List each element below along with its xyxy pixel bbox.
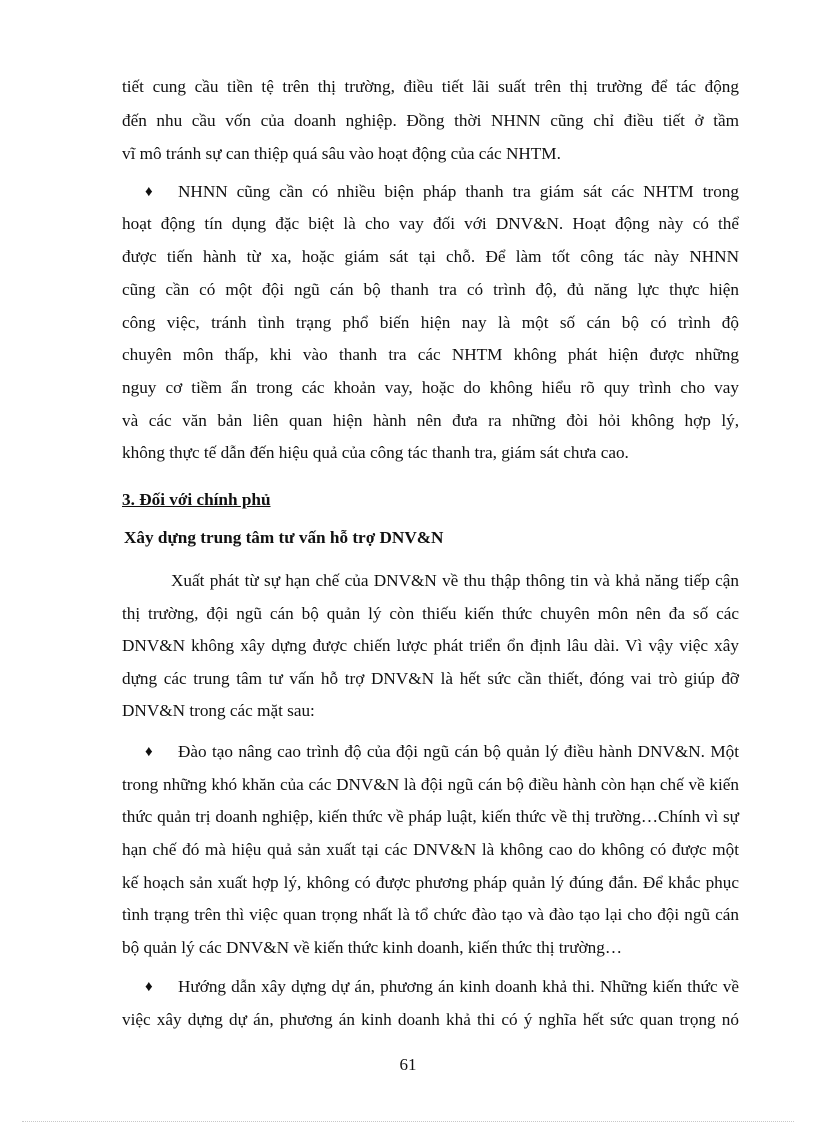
body-text-line: DNV&N trong các mặt sau: — [122, 701, 315, 720]
body-text-line: vĩ mô tránh sự can thiệp quá sâu vào hoạt động của các NHTM. — [122, 144, 561, 163]
diamond-bullet-icon: ♦ — [145, 744, 153, 760]
body-text-line: nguy cơ tiềm ẩn trong các khoản vay, hoặc do không hiểu rõ quy trình cho vay — [122, 378, 739, 397]
body-text-line: tiết cung cầu tiền tệ trên thị trường, điều tiết lãi suất trên thị trường để tác động — [122, 77, 739, 96]
body-text-line: NHNN cũng cần có nhiều biện pháp thanh tra giám sát các NHTM trong — [178, 182, 739, 201]
body-text-line: trong những khó khăn của các DNV&N là đội ngũ cán bộ điều hành còn hạn chế về kiến — [122, 775, 739, 794]
subsection-heading: Xây dựng trung tâm tư vấn hỗ trợ DNV&N — [124, 528, 444, 547]
diamond-bullet-icon: ♦ — [145, 979, 153, 995]
body-text-line: Đào tạo nâng cao trình độ của đội ngũ cán bộ quản lý điều hành DNV&N. Một — [178, 742, 739, 761]
page-bottom-divider — [22, 1121, 794, 1122]
body-text-line: được tiến hành từ xa, hoặc giám sát tại chỗ. Để làm tốt công tác này NHNN — [122, 247, 739, 266]
body-text-line: Xuất phát từ sự hạn chế của DNV&N về thu thập thông tin và khả năng tiếp cận — [171, 571, 739, 590]
body-text-line: dựng các trung tâm tư vấn hỗ trợ DNV&N là hết sức cần thiết, đóng vai trò giúp đỡ — [122, 669, 739, 688]
body-text-line: hạn chế đó mà hiệu quả sản xuất tại các DNV&N là không cao do không có được một — [122, 840, 739, 859]
diamond-bullet-icon: ♦ — [145, 184, 153, 200]
body-text-line: bộ quản lý các DNV&N về kiến thức kinh doanh, kiến thức thị trường… — [122, 938, 623, 957]
section-heading: 3. Đối với chính phủ — [122, 490, 271, 509]
body-text-line: việc xây dựng dự án, phương án kinh doanh khả thi có ý nghĩa hết sức quan trọng nó — [122, 1010, 739, 1029]
body-text-line: thị trường, đội ngũ cán bộ quản lý còn thiếu kiến thức chuyên môn nên đa số các — [122, 604, 739, 623]
page-number: 61 — [399, 1055, 417, 1074]
body-text-line: không thực tế dẫn đến hiệu quả của công tác thanh tra, giám sát chưa cao. — [122, 443, 629, 462]
body-text-line: tình trạng trên thì việc quan trọng nhất là tổ chức đào tạo và đào tạo lại cho đội ngũ cán — [122, 905, 739, 924]
body-text-line: DNV&N không xây dựng được chiến lược phát triển ổn định lâu dài. Vì vậy việc xây — [122, 636, 739, 655]
body-text-line: thức quản trị doanh nghiệp, kiến thức về pháp luật, kiến thức về thị trường…Chính vì sự — [122, 807, 739, 826]
body-text-line: chuyên môn thấp, khi vào thanh tra các NHTM không phát hiện được những — [122, 345, 739, 364]
body-text-line: Hướng dẫn xây dựng dự án, phương án kinh doanh khả thi. Những kiến thức về — [178, 977, 739, 996]
body-text-line: hoạt động tín dụng đặc biệt là cho vay đối với DNV&N. Hoạt động này có thể — [122, 214, 739, 233]
body-text-line: cũng cần có một đội ngũ cán bộ thanh tra có trình độ, đủ năng lực thực hiện — [122, 280, 739, 299]
body-text-line: và các văn bản liên quan hiện hành nên đưa ra những đòi hỏi không hợp lý, — [122, 411, 739, 430]
body-text-line: công việc, tránh tình trạng phổ biến hiện nay là một số cán bộ có trình độ — [122, 313, 739, 332]
body-text-line: đến nhu cầu vốn của doanh nghiệp. Đồng thời NHNN cũng chỉ điều tiết ở tầm — [122, 111, 739, 130]
body-text-line: kế hoạch sản xuất hợp lý, không có được phương pháp quản lý đúng đắn. Để khắc phục — [122, 873, 739, 892]
